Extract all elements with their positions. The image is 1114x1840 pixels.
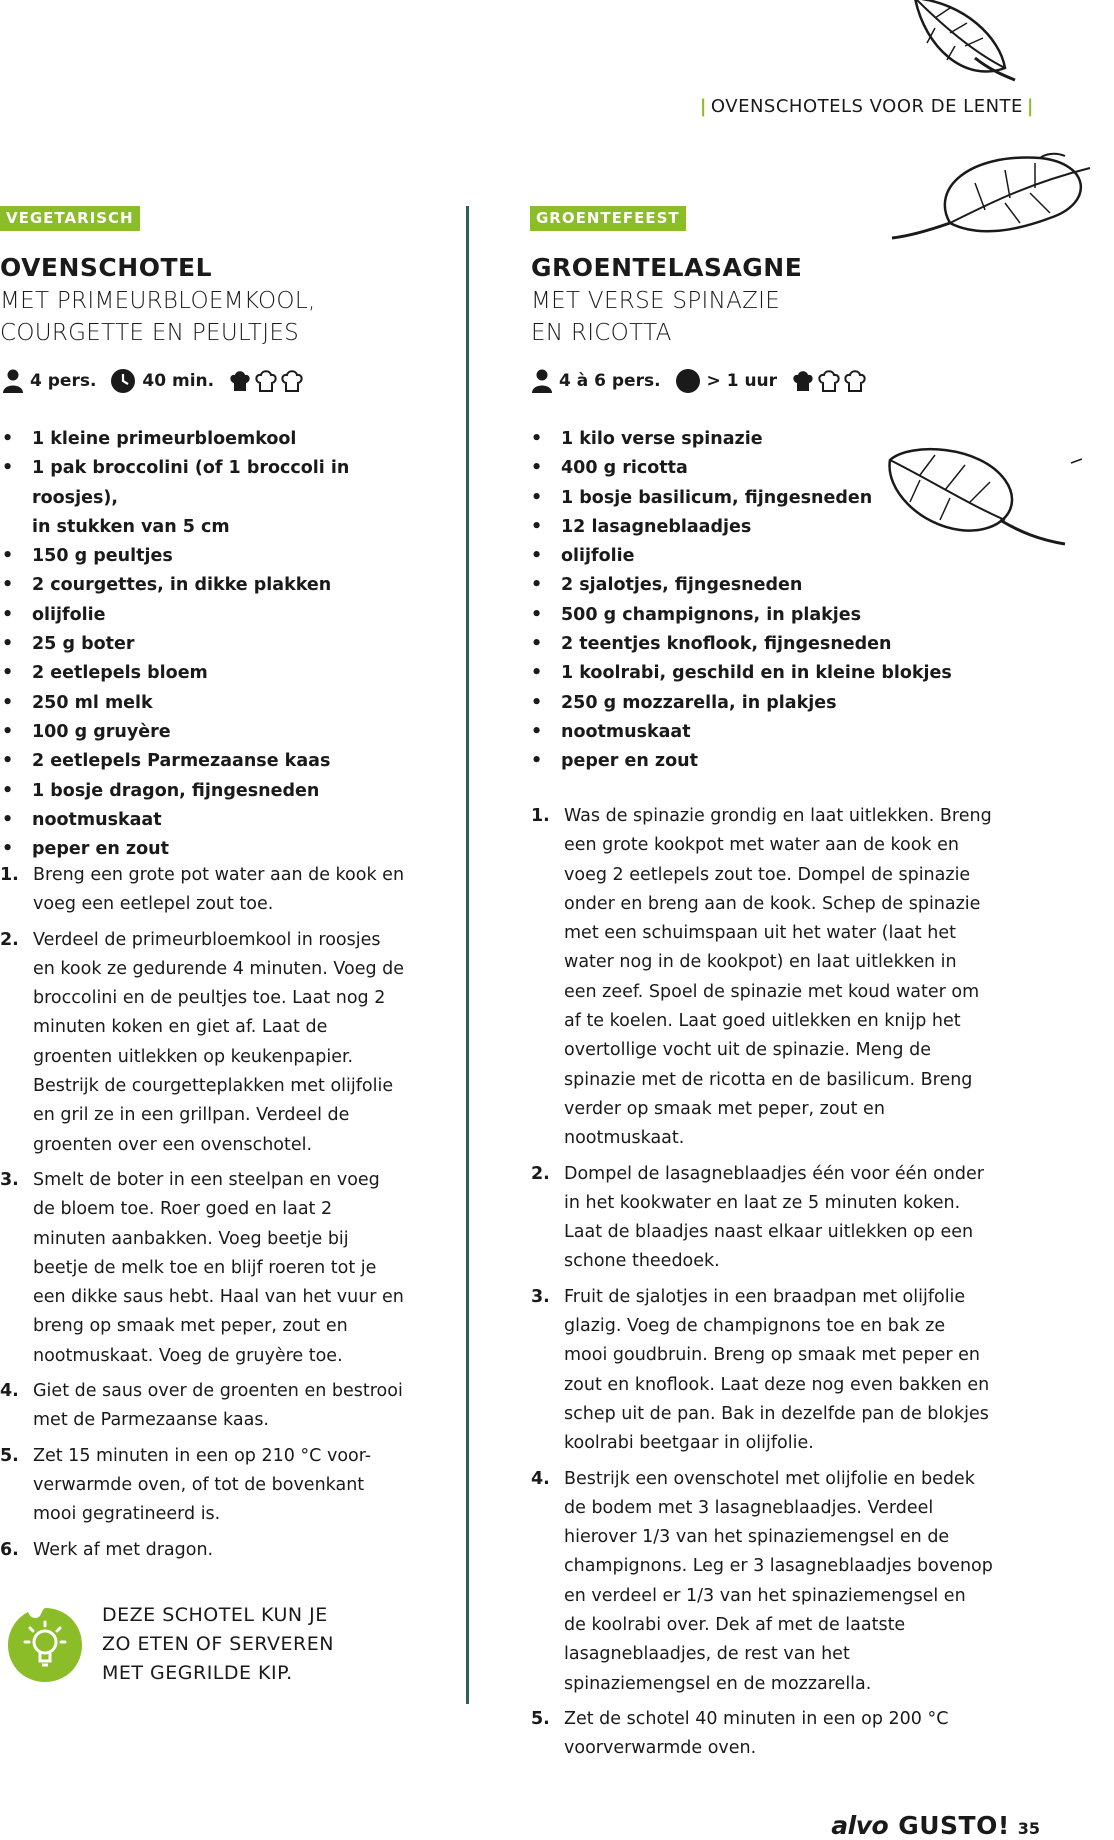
ingredient-item: • olijfolie [2,601,422,630]
chef-hat-icon [228,369,252,393]
step-item: 2. Dompel de lasagneblaadjes één voor één onder in het kookwater en laat ze 5 minuten koken. Laat de blaadjes naast elkaar uitlekken op een schone theedoek. [531,1163,984,1272]
ingredient-item: • 500 g champignons, in plakjes [531,601,991,630]
prep-time: > 1 uur [675,368,778,394]
prep-time: 40 min. [110,368,214,394]
step-item: 1. Was de spinazie grondig en laat uitlekken. Breng een grote kookpot met water aan de kook en voeg 2 eetlepels zout toe. Dompel de spinazie onder en breng aan de kook. Schep de spinazie met een schuimspaan uit het water (laat het water nog in de kookpot) en laat uitlekken in een zeef. Spoel de spinazie met koud water om af te koelen. Laat goed uitlekken en knijp het overtollige vocht uit de spinazie. Meng de spinazie met de ricotta en de basilicum. Breng verder op smaak met peper, zout en nootmuskaat. [531,806,992,1149]
page-footer [831,1811,1040,1840]
ingredient-list-right [531,425,991,777]
ingredient-item: • 2 teentjes knoflook, fijngesneden [531,630,991,659]
category-tag-left: VEGETARISCH [0,206,140,231]
ingredient-item: • 25 g boter [2,630,422,659]
section-header: | OVENSCHOTELS VOOR DE LENTE | [699,96,1034,117]
ingredient-item: • nootmuskaat [2,806,422,835]
step-list-left [0,861,405,1571]
ingredient-item: • nootmuskaat [531,718,991,747]
ingredient-item: • 250 g mozzarella, in plakjes [531,689,991,718]
step-item: 4. Bestrijk een ovenschotel met olijfolie en bedek de bodem met 3 lasagneblaadjes. Verdeel hierover 1/3 van het spinaziemengsel en de champignons. Leg er 3 lasagneblaadjes bovenop en verdeel er 1/3 van het spinaziemengsel en de koolrabi over. Dek af met de laatste lasagneblaadjes, de rest van het spinaziemengsel en de mozzarella. [531,1468,993,1694]
step-item: 5. Zet de schotel 40 minuten in een op 200 °C voorverwarmde oven. [531,1708,949,1759]
ingredient-item: • 1 bosje dragon, fijngesneden [2,777,422,806]
brand-logo: alvo [831,1811,889,1840]
clock-icon [110,368,136,394]
step-item: 3. Fruit de sjalotjes in een braadpan met olijfolie glazig. Voeg de champignons toe en bak ze mooi goudbruin. Breng op smaak met peper en zout en knoflook. Laat deze nog even bakken en schep uit de pan. Bak in dezelfde pan de blokjes koolrabi beetgaar in olijfolie. [531,1286,990,1454]
recipe-meta-right [531,365,869,397]
ingredient-item: • 12 lasagneblaadjes [531,513,991,542]
person-icon [531,369,553,393]
tip-text: DEZE SCHOTEL KUN JE ZO ETEN OF SERVEREN MET GEGRILDE KIP. [102,1604,334,1684]
category-tag-right: GROENTEFEEST [530,206,686,231]
step-item: 5. Zet 15 minuten in een op 210 °C voor-verwarmde oven, of tot de bovenkant mooi gegratineerd is. [0,1445,372,1525]
recipe-title-left: OVENSCHOTEL [0,253,213,282]
difficulty-rating [228,369,306,393]
ingredient-item: • 1 kilo verse spinazie [531,425,991,454]
tip-box [6,1601,334,1688]
ingredient-item: • 400 g ricotta [531,454,991,483]
ingredient-item: • 250 ml melk [2,689,422,718]
ingredient-item: • 1 koolrabi, geschild en in kleine blokjes [531,659,991,688]
ingredient-item: • peper en zout [531,747,991,776]
ingredient-item: • 2 courgettes, in dikke plakken [2,571,422,600]
spinach-leaf-icon [890,148,1108,240]
servings: 4 à 6 pers. [531,369,661,393]
step-item: 1. Breng een grote pot water aan de kook en voeg een eetlepel zout toe. [0,865,405,915]
step-item: 3. Smelt de boter in een steelpan en voeg de bloem toe. Roer goed en laat 2 minuten aanbakken. Voeg beetje bij beetje de melk toe en blijf roeren tot je een dikke saus hebt. Haal van het vuur en breng op smaak met peper, zout en nootmuskaat. Voeg de gruyère toe. [0,1169,404,1366]
chef-hat-icon [280,369,304,393]
ingredient-item-continuation: in stukken van 5 cm [32,516,230,537]
ingredient-item: • 150 g peultjes [2,542,422,571]
leaf-fragment-icon [1070,458,1084,464]
recipe-meta-left [2,365,306,397]
servings: 4 pers. [2,369,96,393]
page-number: 35 [1017,1819,1040,1838]
ingredient-item: • olijfolie [531,542,991,571]
ingredient-item: • 2 eetlepels bloem [2,659,422,688]
clock-icon [675,368,701,394]
magazine-logo: GUSTO! [898,1811,1010,1840]
chef-hat-icon [843,369,867,393]
ingredient-item: • 2 sjalotjes, fijngesneden [531,571,991,600]
column-divider [466,206,469,1704]
recipe-subtitle-right: MET VERSE SPINAZIE EN RICOTTA [531,288,781,346]
recipe-subtitle-left: MET PRIMEURBLOEMKOOL, COURGETTE EN PEULTJES [0,288,316,346]
chef-hat-icon [254,369,278,393]
ingredient-item: • peper en zout [2,835,422,864]
chef-hat-icon [817,369,841,393]
difficulty-rating [791,369,869,393]
recipe-title-right: GROENTELASAGNE [531,253,803,282]
section-title: OVENSCHOTELS VOOR DE LENTE [710,96,1023,117]
step-item: 2. Verdeel de primeurbloemkool in roosjes en kook ze gedurende 4 minuten. Voeg de broccolini en de peultjes toe. Laat nog 2 minuten koken en giet af. Laat de groenten uitlekken op keukenpapier. Bestrijk de courgetteplakken met olijfolie en gril ze in een grillpan. Verdeel de groenten over een ovenschotel. [0,929,405,1155]
lightbulb-icon [6,1606,84,1684]
step-list-right [531,802,993,1770]
step-item: 4. Giet de saus over de groenten en bestrooi met de Parmezaanse kaas. [0,1381,403,1431]
ingredient-item: • 1 kleine primeurbloemkool [2,425,422,454]
ingredient-item: • 100 g gruyère [2,718,422,747]
ingredient-list-left [2,425,422,864]
ingredient-item: • 1 pak broccolini (of 1 broccoli in roosjes), [2,454,422,513]
ingredient-item: • 2 eetlepels Parmezaanse kaas [2,747,422,776]
person-icon [2,369,24,393]
step-item: 6. Werk af met dragon. [0,1539,214,1560]
ingredient-item: • 1 bosje basilicum, fijngesneden [531,484,991,513]
spinach-leaf-icon [905,0,1020,86]
chef-hat-icon [791,369,815,393]
